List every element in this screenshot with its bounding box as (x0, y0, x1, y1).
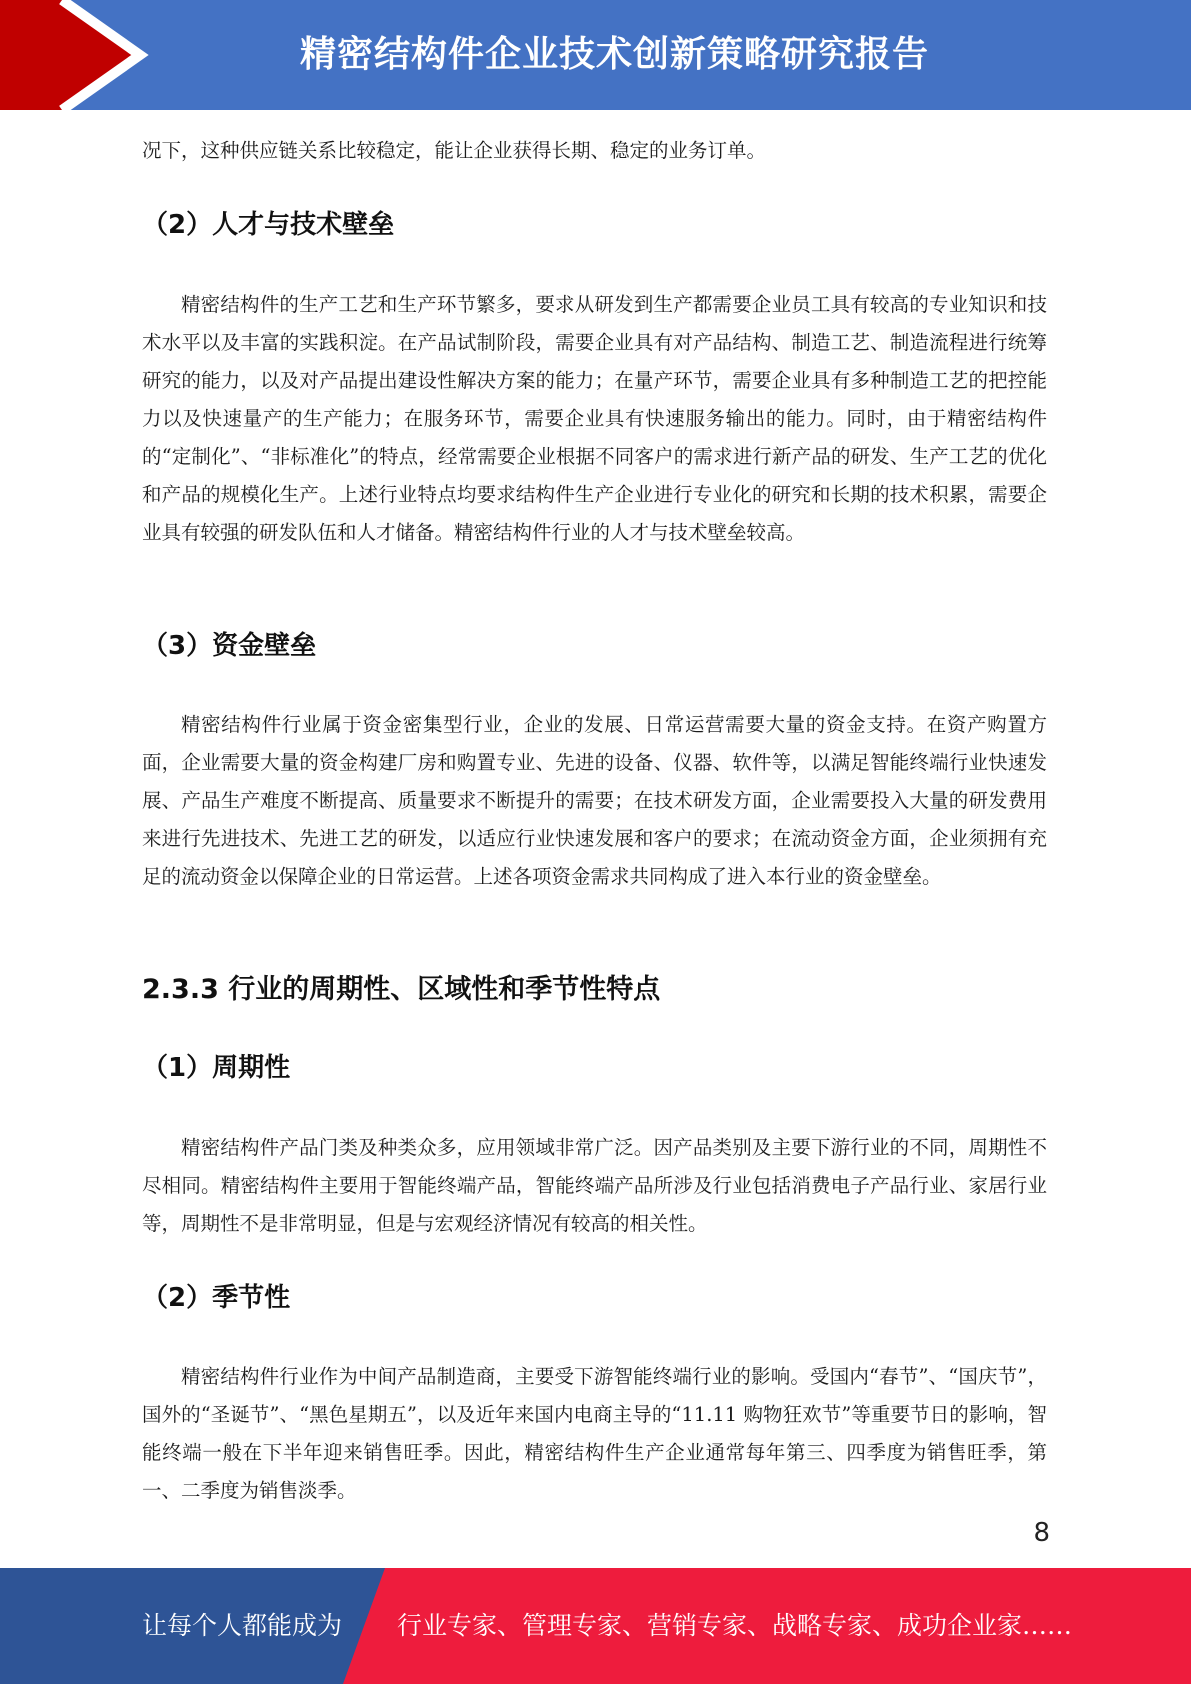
page-header (0, 0, 1191, 110)
footer-slogan-right: 行业专家、管理专家、营销专家、战略专家、成功企业家…… (397, 1611, 1073, 1640)
cyclicality-heading: （1）周期性 (142, 1053, 291, 1083)
section-2-3-3-heading: 2.3.3 行业的周期性、区域性和季节性特点 (142, 974, 661, 1005)
capital-barrier-paragraph: 精密结构件行业属于资金密集型行业，企业的发展、日常运营需要大量的资金支持。在资产购置方面，企业需要大量的资金构建厂房和购置专业、先进的设备、仪器、软件等，以满足智能终端行业快速发展、产品生产难度不断提高、质量要求不断提升的需要；在技术研发方面，企业需要投入大量的研发费用来进行先进技术、先进工艺的研发，以适应行业快速发展和客户的要求；在流动资金方面，企业须拥有充足的流动资金以保障企业的日常运营。上述各项资金需求共同构成了进入本行业的资金壁垒。 (142, 713, 1047, 888)
seasonality-paragraph: 精密结构件行业作为中间产品制造商，主要受下游智能终端行业的影响。受国内“春节”、“国庆节”，国外的“圣诞节”、“黑色星期五”，以及近年来国内电商主导的“11.11 购物狂欢节”等重要节日的影响，智能终端一般在下半年迎来销售旺季。因此，精密结构件生产企业通常每年第三、四季度为销售旺季，第一、二季度为销售淡季。 (142, 1365, 1047, 1502)
header-chevron-icon (0, 0, 160, 110)
talent-barrier-paragraph: 精密结构件的生产工艺和生产环节繁多，要求从研发到生产都需要企业员工具有较高的专业知识和技术水平以及丰富的实践积淀。在产品试制阶段，需要企业具有对产品结构、制造工艺、制造流程进行统筹研究的能力，以及对产品提出建设性解决方案的能力；在量产环节，需要企业具有多种制造工艺的把控能力以及快速量产的生产能力；在服务环节，需要企业具有快速服务输出的能力。同时，由于精密结构件的“定制化”、“非标准化”的特点，经常需要企业根据不同客户的需求进行新产品的研发、生产工艺的优化和产品的规模化生产。上述行业特点均要求结构件生产企业进行专业化的研究和长期的技术积累，需要企业具有较强的研发队伍和人才储备。精密结构件行业的人才与技术壁垒较高。 (142, 293, 1047, 544)
footer-slogan-left: 让每个人都能成为 (142, 1611, 343, 1640)
page-footer (0, 1568, 1191, 1684)
talent-barrier-heading: （2）人才与技术壁垒 (142, 210, 395, 240)
cyclicality-paragraph: 精密结构件产品门类及种类众多，应用领域非常广泛。因产品类别及主要下游行业的不同，周期性不尽相同。精密结构件主要用于智能终端产品，智能终端产品所涉及行业包括消费电子产品行业、家居行业等，周期性不是非常明显，但是与宏观经济情况有较高的相关性。 (142, 1136, 1047, 1235)
intro-tail-paragraph: 况下，这种供应链关系比较稳定，能让企业获得长期、稳定的业务订单。 (142, 139, 767, 162)
capital-barrier-heading: （3）资金壁垒 (142, 631, 317, 661)
seasonality-heading: （2）季节性 (142, 1283, 291, 1313)
report-title: 精密结构件企业技术创新策略研究报告 (300, 34, 930, 75)
page-number: 8 (1033, 1518, 1050, 1548)
